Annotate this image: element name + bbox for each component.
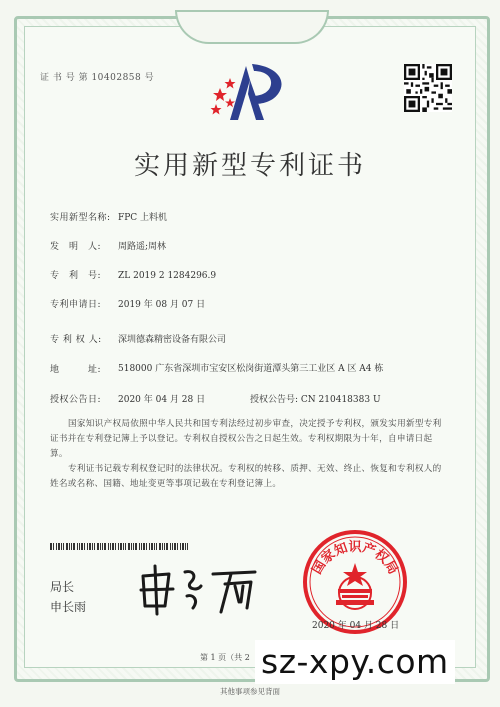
- director-signature: [135, 562, 260, 617]
- field-label: 发 明 人:: [50, 242, 102, 252]
- field-label: 实用新型名称:: [50, 213, 111, 223]
- field-value: CN 210418383 U: [300, 395, 381, 405]
- footer-note: 其他事项参见背面: [220, 687, 280, 696]
- certificate-title: 实用新型专利证书: [133, 151, 366, 181]
- legal-status-statement: 专利证书记载专利权登记时的法律状况。专利权的转移、质押、无效、终止、恢复和专利权人的姓名或名称、国籍、地址变更等事项记载在专利登记簿上。: [50, 464, 442, 489]
- field-value: 518000 广东省深圳市宝安区松岗街道潭头第三工业区 A 区 A4 栋: [118, 364, 384, 374]
- svg-text:国家知识产权局: 国家知识产权局: [309, 540, 401, 578]
- director-title: 局长: [50, 580, 75, 594]
- page-indicator: 第 1 页（共 2: [200, 653, 250, 662]
- field-label: 地 址:: [50, 365, 102, 375]
- field-label: 授权公告日:: [50, 395, 102, 405]
- field-value: 深圳德森精密设备有限公司: [118, 335, 227, 345]
- field-value: FPC 上料机: [118, 213, 168, 223]
- cnipa-logo-icon: [206, 58, 296, 126]
- field-value: 2020 年 04 月 28 日: [118, 395, 206, 405]
- field-grant-number: [250, 392, 381, 405]
- field-label: 专 利 号:: [50, 271, 102, 281]
- field-value: 2019 年 08 月 07 日: [118, 300, 206, 310]
- field-address: [50, 362, 418, 377]
- certificate-number: 证 书 号 第 10402858 号: [40, 73, 155, 83]
- field-application-date: [50, 297, 205, 310]
- field-label: 专 利 权 人:: [50, 335, 102, 345]
- barcode-icon: [50, 543, 190, 550]
- grant-statement: 国家知识产权局依照中华人民共和国专利法经过初步审查，决定授予专利权，颁发实用新型专利证书并在专利登记簿上予以登记。专利权自授权公告之日起生效。专利权期限为十年，自申请日起算。: [50, 419, 442, 459]
- field-inventors: [50, 239, 166, 252]
- field-value: ZL 2019 2 1284296.9: [118, 271, 217, 281]
- top-ornament: [175, 10, 329, 44]
- field-patentee: [50, 332, 226, 345]
- field-grant-date: [50, 392, 205, 405]
- watermark-text: sz-xpy.com: [255, 640, 455, 684]
- field-utility-name: [50, 210, 167, 223]
- field-label: 授权公告号:: [250, 395, 299, 405]
- field-value: 周路遥;周林: [118, 242, 167, 252]
- seal-date: 2020 年 04 月 28 日: [312, 621, 400, 631]
- field-patent-number: [50, 268, 216, 281]
- director-name: 申长雨: [50, 600, 87, 614]
- qr-code-icon: [404, 64, 452, 112]
- field-label: 专利申请日:: [50, 300, 102, 310]
